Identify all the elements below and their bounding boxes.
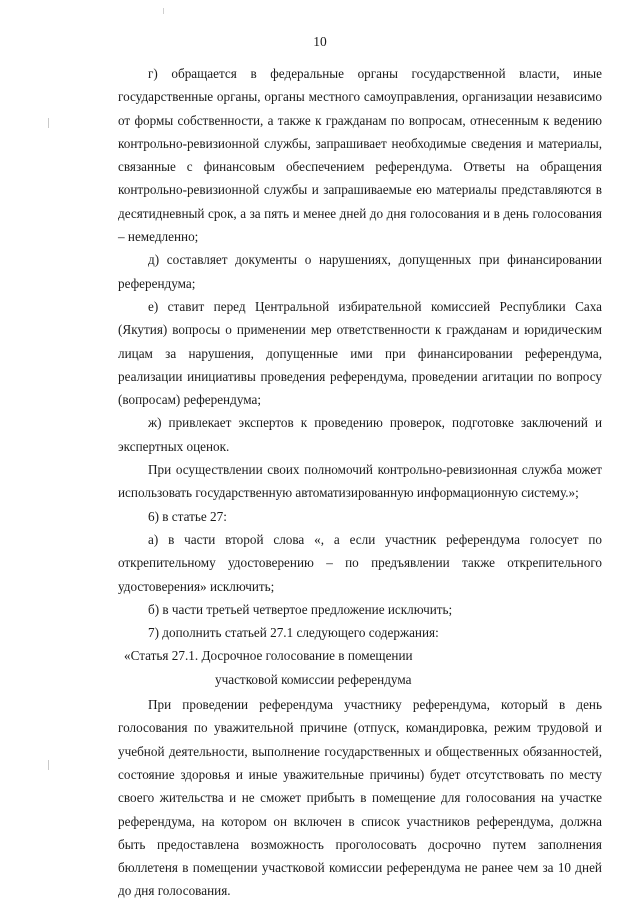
paragraph-item-6b: б) в части третьей четвертое предложение исключить;	[148, 601, 453, 617]
paragraph-item-7: 7) дополнить статьей 27.1 следующего содержания:	[148, 625, 439, 641]
paragraph-item-6a: а) в части второй слова «, а если участник референдума голосует по открепительному удостоверению – по предъявлении также открепительного удостоверения» исключить;	[118, 531, 602, 594]
paragraph-item-e: е) ставит перед Центральной избирательной комиссией Республики Саха (Якутия) вопросы о применении мер ответственности к гражданам и юридическим лицам за нарушения, допущенные ими при финансировании референдума, реализации инициативы проведения референдума, проведении агитации по вопросу (вопросам) референдума;	[118, 298, 602, 408]
article-heading-line1: «Статья 27.1. Досрочное голосование в помещении	[124, 648, 413, 664]
scan-mark	[48, 118, 49, 128]
paragraph-item-g: г) обращается в федеральные органы государственной власти, иные государственные органы, органы местного самоуправления, организации независимо от формы собственности, а также к гражданам по вопросам, отнесенным к ведению контрольно-ревизионной службы, запрашивает необходимые сведения и материалы, связанные с финансовым обеспечением референдума. Ответы на обращения контрольно-ревизионной службы и запрашиваемые ею материалы представляются в десятидневный срок, а за пять и менее дней до дня голосования и в день голосования – немедленно;	[118, 66, 602, 245]
article-heading-line2: участковой комиссии референдума	[215, 671, 412, 687]
page-number: 10	[313, 34, 327, 49]
paragraph-item-d: д) составляет документы о нарушениях, допущенных при финансировании референдума;	[118, 252, 602, 291]
article-body: При проведении референдума участнику референдума, который в день голосования по уважительной причине (отпуск, командировка, режим трудовой и учебной деятельности, выполнение государственных и общественных обязанностей, состояние здоровья и иные уважительные причины) будет отсутствовать по месту своего жительства и не сможет прибыть в помещение для голосования на участке референдума, на котором он включен в список участников референдума, должна быть предоставлена возможность проголосовать досрочно путем заполнения бюллетеня в помещении участковой комиссии референдума не ранее чем за 10 дней до дня голосования.	[118, 697, 602, 899]
scan-mark	[163, 8, 164, 14]
document-body	[118, 62, 602, 903]
paragraph-final-clause: При осуществлении своих полномочий контрольно-ревизионная служба может использовать государственную автоматизированную информационную систему.»;	[118, 462, 602, 501]
paragraph-item-6: 6) в статье 27:	[148, 508, 227, 524]
scan-mark	[48, 760, 49, 770]
paragraph-item-zh: ж) привлекает экспертов к проведению проверок, подготовке заключений и экспертных оценок.	[118, 415, 602, 454]
